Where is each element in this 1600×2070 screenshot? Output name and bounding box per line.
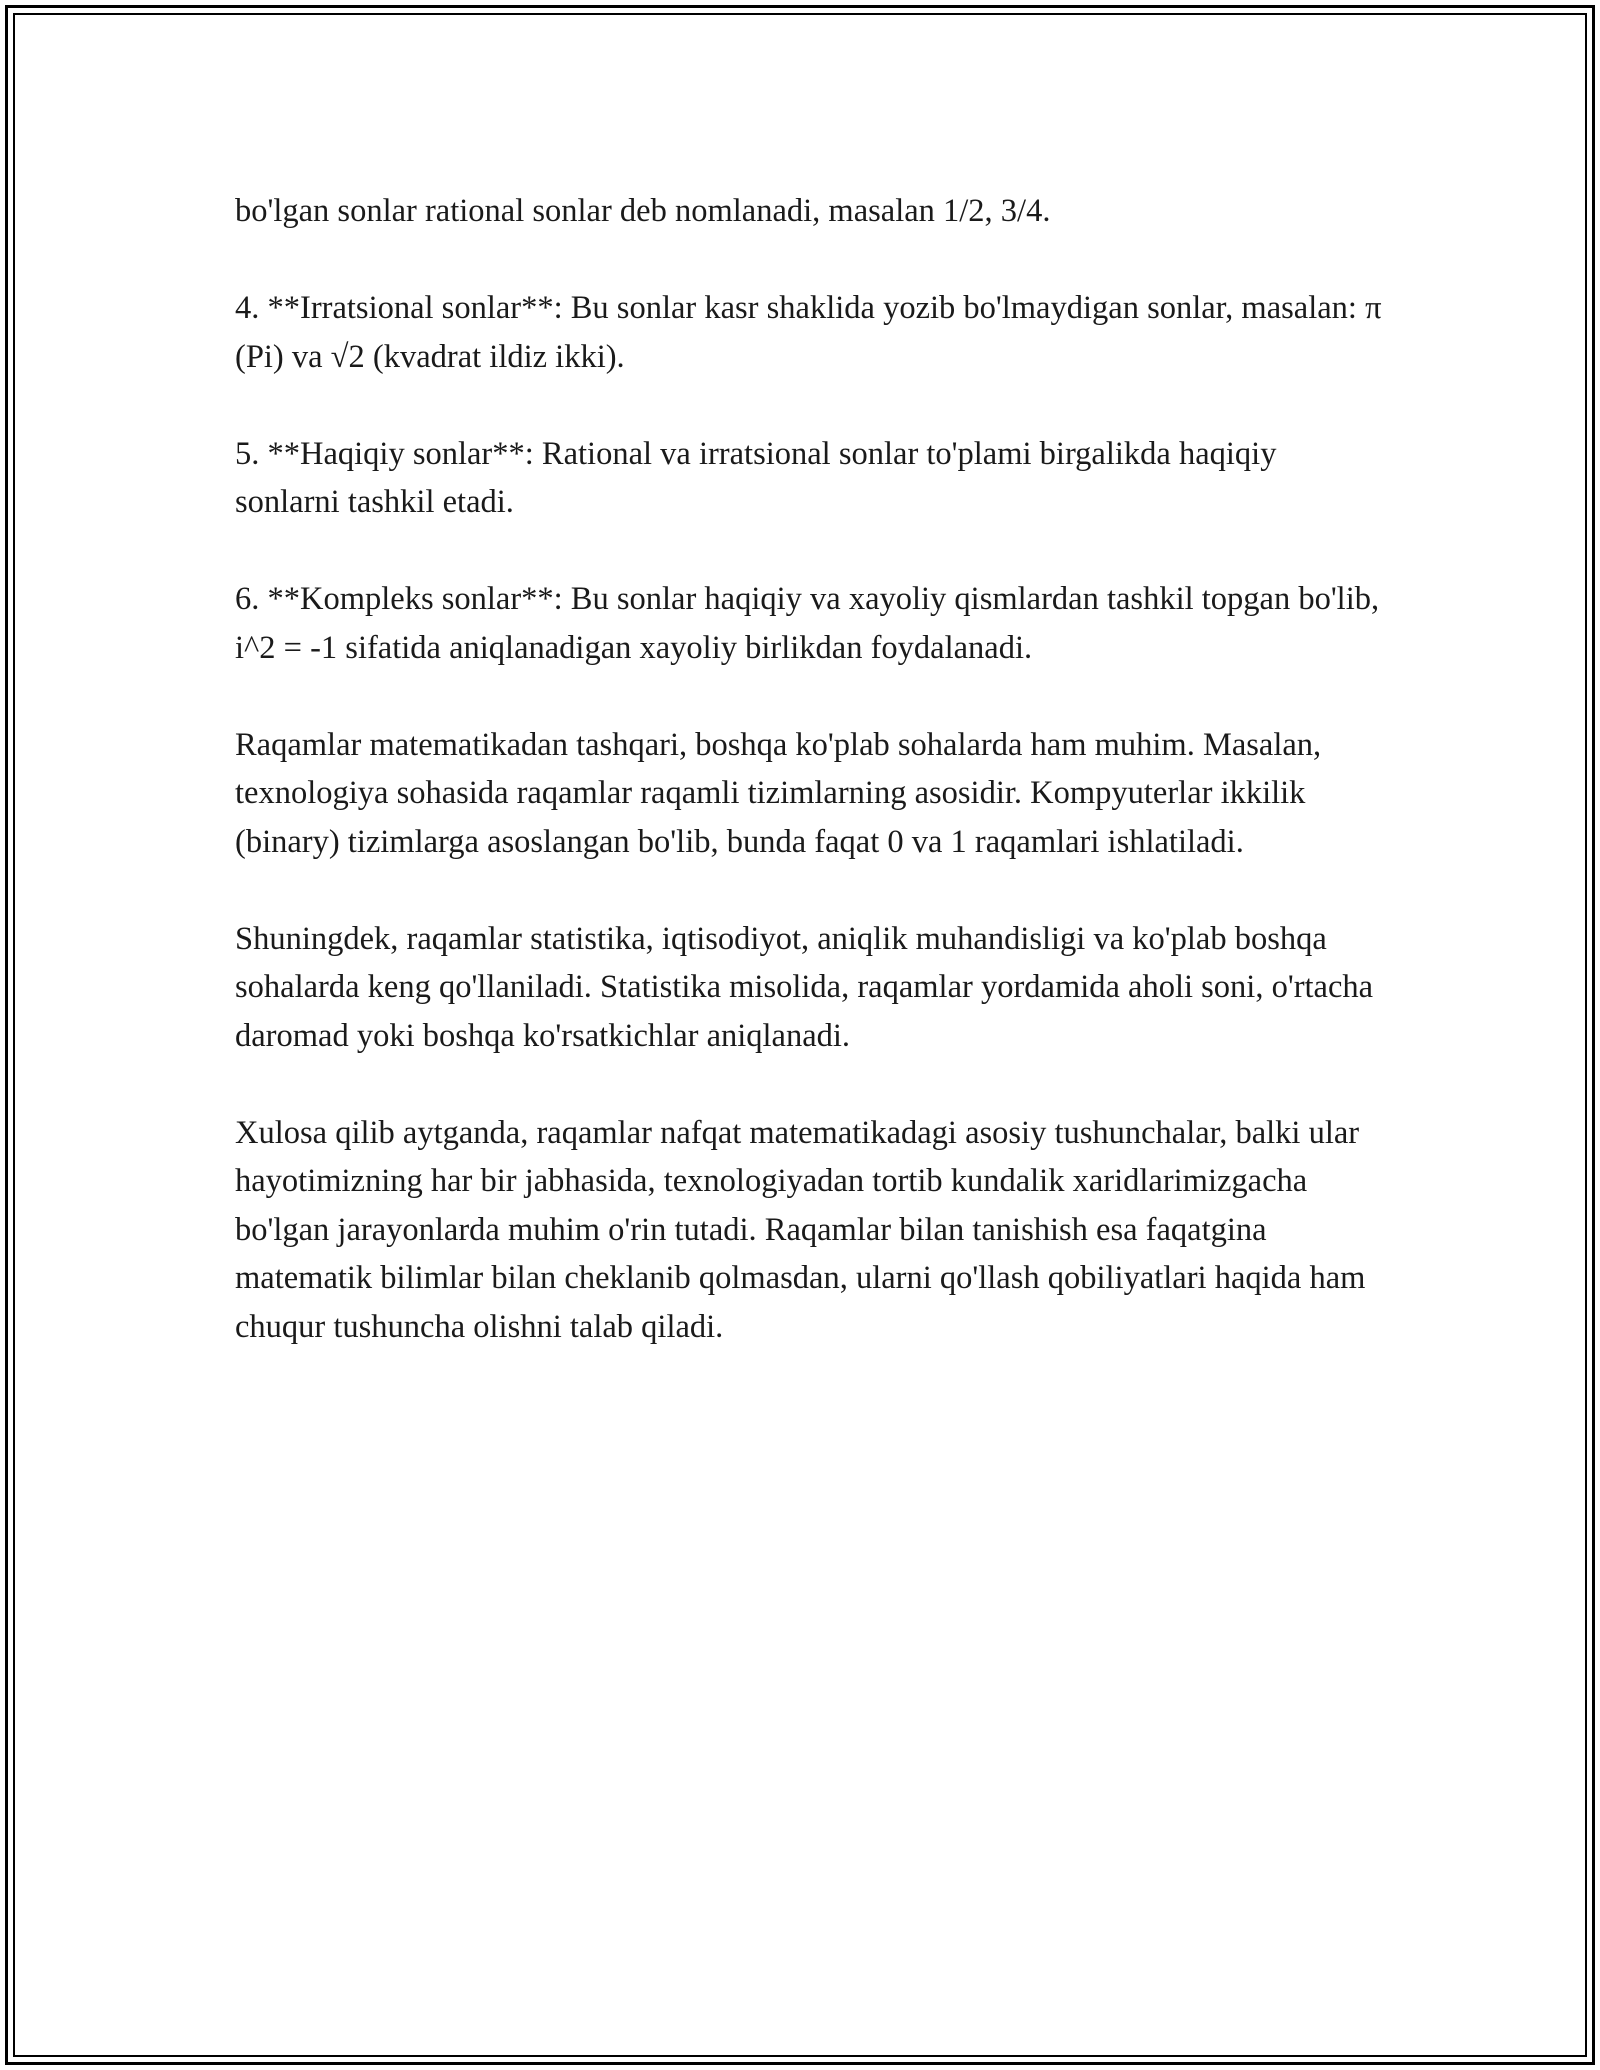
document-body <box>235 187 1385 1351</box>
paragraph-rational-numbers-continued: bo'lgan sonlar rational sonlar deb nomlanadi, masalan 1/2, 3/4. <box>235 193 1051 229</box>
paragraph-conclusion: Xulosa qilib aytganda, raqamlar nafqat matematikadagi asosiy tushunchalar, balki ular hayotimizning har bir jabhasida, texnologiyadan tortib kundalik xaridlarimizgacha bo'lgan jarayonlarda muhim o'rin tutadi. Raqamlar bilan tanishish esa faqatgina matematik bilimlar bilan cheklanib qolmasdan, ularni qo'llash qobiliyatlari haqida ham chuqur tushuncha olishni talab qiladi. <box>235 1114 1366 1345</box>
paragraph-real-numbers: 5. **Haqiqiy sonlar**: Rational va irratsional sonlar to'plami birgalikda haqiqiy sonlarni tashkil etadi. <box>235 435 1277 520</box>
paragraph-complex-numbers: 6. **Kompleks sonlar**: Bu sonlar haqiqiy va xayoliy qismlardan tashkil topgan bo'lib, i^2 = -1 sifatida aniqlanadigan xayoliy birlikdan foydalanadi. <box>235 581 1380 666</box>
paragraph-irrational-numbers: 4. **Irratsional sonlar**: Bu sonlar kasr shaklida yozib bo'lmaydigan sonlar, masalan: π (Pi) va √2 (kvadrat ildiz ikki). <box>235 290 1382 375</box>
paragraph-technology: Raqamlar matematikadan tashqari, boshqa ko'plab sohalarda ham muhim. Masalan, texnologiya sohasida raqamlar raqamli tizimlarning asosidir. Kompyuterlar ikkilik (binary) tizimlarga asoslangan bo'lib, bunda faqat 0 va 1 raqamlari ishlatiladi. <box>235 726 1322 860</box>
paragraph-statistics: Shuningdek, raqamlar statistika, iqtisodiyot, aniqlik muhandisligi va ko'plab boshqa sohalarda keng qo'llaniladi. Statistika misolida, raqamlar yordamida aholi soni, o'rtacha daromad yoki boshqa ko'rsatkichlar aniqlanadi. <box>235 920 1374 1054</box>
